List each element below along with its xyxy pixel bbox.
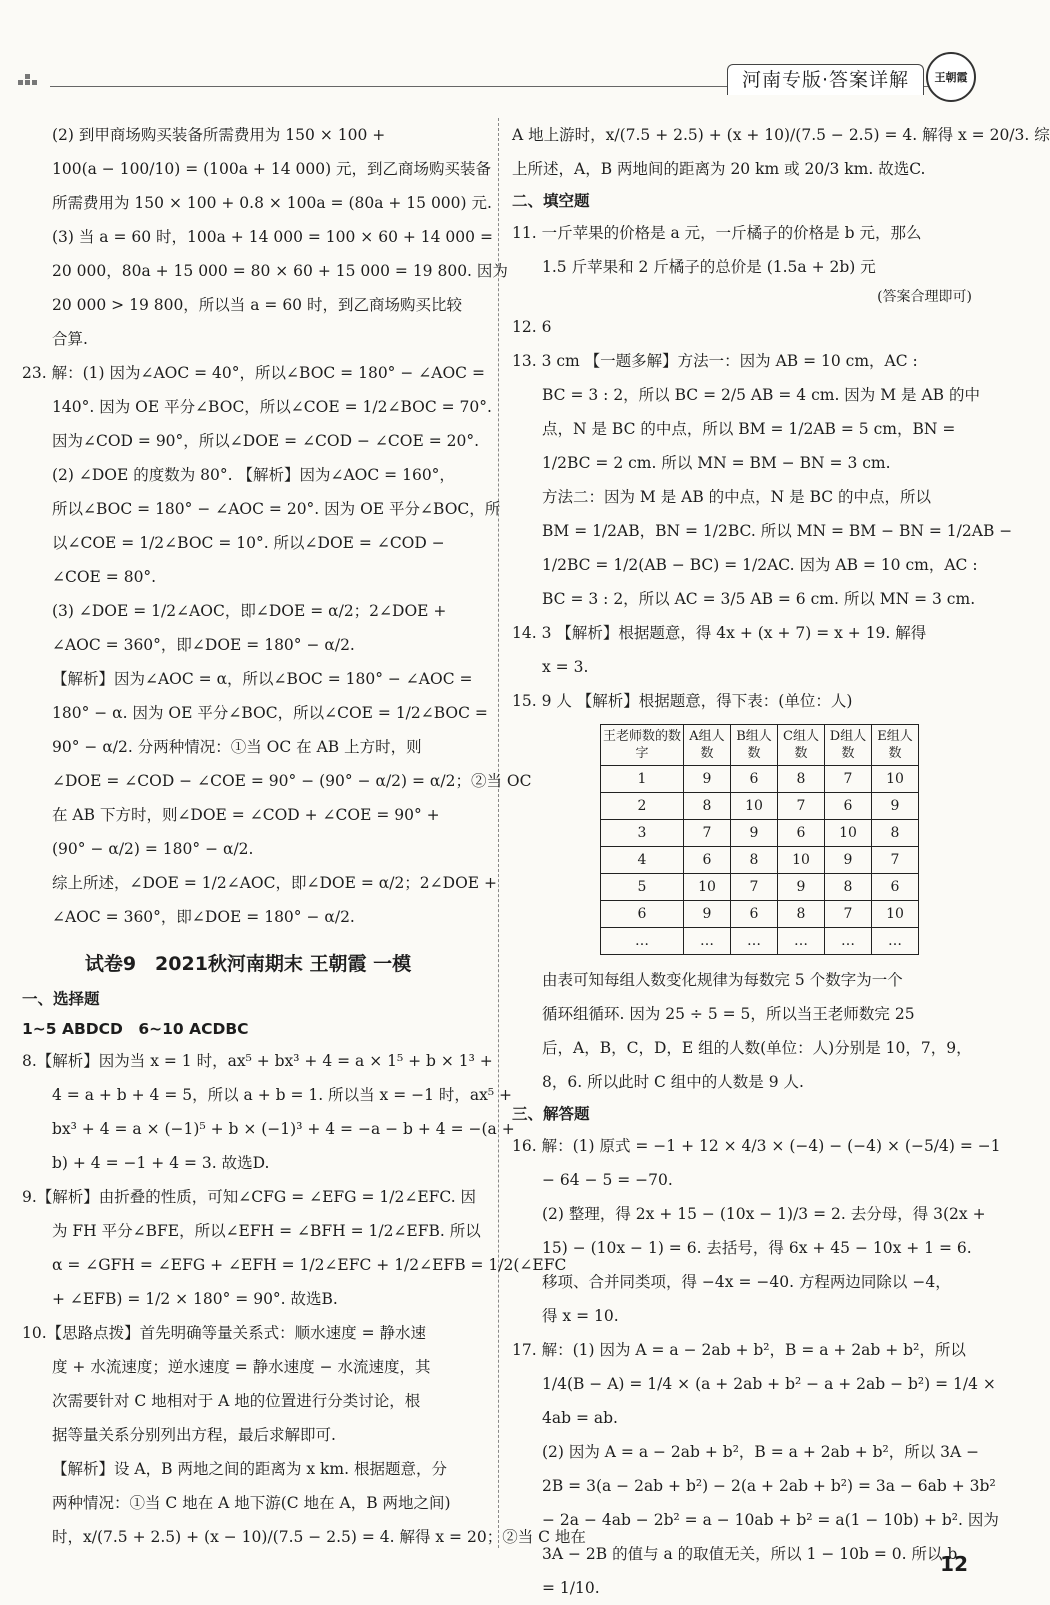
text-line: 100(a − 100/10) = (100a + 14 000) 元，到乙商场购买装备 [52, 160, 492, 178]
text-line: 后，A，B，C，D，E 组的人数(单位：人)分别是 10，7，9， [542, 1039, 972, 1057]
text-line: 方法二：因为 M 是 AB 的中点，N 是 BC 的中点，所以 [542, 488, 932, 506]
table-header: A组人数 [684, 725, 731, 766]
table-row [601, 928, 919, 955]
text-line: A 地上游时，x/(7.5 + 2.5) + (x + 10)/(7.5 − 2.5) = 4. 解得 x = 20/3. 综 [512, 126, 1050, 144]
text-line: (2) 到甲商场购买装备所需费用为 150 × 100 + [52, 126, 386, 144]
choice-answers: 1~5 ABDCD 6~10 ACDBC [22, 1020, 249, 1038]
header-decoration [18, 74, 48, 88]
table-row [601, 793, 919, 820]
text-line: 得 x = 10. [542, 1307, 619, 1325]
text-line: 1/2BC = 2 cm. 所以 MN = BM − BN = 3 cm. [542, 454, 891, 472]
text-line: 14. 3 【解析】根据题意，得 4x + (x + 7) = x + 19. 解得 [512, 624, 927, 642]
text-line: BC = 3 : 2，所以 BC = 2/5 AB = 4 cm. 因为 M 是 AB 的中 [542, 386, 980, 404]
text-line: 4 = a + b + 4 = 5，所以 a + b = 1. 所以当 x = −1 时，ax⁵ + [52, 1086, 512, 1104]
table-header: B组人数 [731, 725, 778, 766]
table-cell: 9 [778, 874, 825, 901]
table-cell: 8 [731, 847, 778, 874]
table-cell: 8 [825, 874, 872, 901]
table-row [601, 820, 919, 847]
text-line: 综上所述，∠DOE = 1/2∠AOC，即∠DOE = α/2；2∠DOE + [52, 874, 498, 892]
section-heading: 一、选择题 [22, 990, 100, 1008]
text-line: (3) ∠DOE = 1/2∠AOC，即∠DOE = α/2；2∠DOE + [52, 602, 447, 620]
table-cell: 9 [684, 901, 731, 928]
text-line: 两种情况：①当 C 地在 A 地下游(C 地在 A，B 两地之间) [52, 1494, 451, 1512]
table-cell: 2 [601, 793, 684, 820]
text-line: 20 000 > 19 800，所以当 a = 60 时，到乙商场购买比较 [52, 296, 462, 314]
text-line: 【解析】因为∠AOC = α，所以∠BOC = 180° − ∠AOC = [52, 670, 473, 688]
table-cell: 9 [825, 847, 872, 874]
text-line: 1/2BC = 1/2(AB − BC) = 1/2AC. 因为 AB = 10 cm，AC : [542, 556, 978, 574]
text-line: 为 FH 平分∠BFE，所以∠EFH = ∠BFH = 1/2∠EFB. 所以 [52, 1222, 481, 1240]
text-line: (2) 因为 A = a − 2ab + b²，B = a + 2ab + b²，所以 3A − [542, 1443, 980, 1461]
table-cell: … [601, 928, 684, 955]
text-line: 12. 6 [512, 318, 552, 336]
text-line: 【解析】设 A，B 两地之间的距离为 x km. 根据题意，分 [52, 1460, 447, 1478]
text-line: 8.【解析】因为当 x = 1 时，ax⁵ + bx³ + 4 = a × 1⁵ + b × 1³ + [22, 1052, 493, 1070]
column-divider [498, 118, 499, 1548]
table-cell: 10 [872, 766, 919, 793]
table-header: E组人数 [872, 725, 919, 766]
text-line: (2) 整理，得 2x + 15 − (10x − 1)/3 = 2. 去分母，得 3(2x + [542, 1205, 986, 1223]
table-cell: … [872, 928, 919, 955]
text-line: 1.5 斤苹果和 2 斤橘子的总价是 (1.5a + 2b) 元 [542, 258, 876, 276]
text-line: 13. 3 cm 【一题多解】方法一：因为 AB = 10 cm，AC : [512, 352, 918, 370]
table-cell: 9 [684, 766, 731, 793]
table-cell: 8 [778, 901, 825, 928]
text-line: 17. 解：(1) 因为 A = a − 2ab + b²，B = a + 2ab + b²，所以 [512, 1341, 966, 1359]
header-tab: 河南专版·答案详解 [727, 64, 924, 95]
text-line: 15) − (10x − 1) = 6. 去括号，得 6x + 45 − 10x + 1 = 6. [542, 1239, 972, 1257]
table-cell: 6 [684, 847, 731, 874]
text-line: 20 000，80a + 15 000 = 80 × 60 + 15 000 = 19 800. 因为 [52, 262, 508, 280]
counting-table [600, 724, 919, 955]
table-cell: 8 [684, 793, 731, 820]
text-line: 10.【思路点拨】首先明确等量关系式：顺水速度 = 静水速 [22, 1324, 426, 1342]
table-cell: 7 [731, 874, 778, 901]
text-line: BC = 3 : 2，所以 AC = 3/5 AB = 6 cm. 所以 MN = 3 cm. [542, 590, 976, 608]
text-line: b) + 4 = −1 + 4 = 3. 故选D. [52, 1154, 270, 1172]
table-cell: 6 [601, 901, 684, 928]
table-cell: 6 [731, 901, 778, 928]
text-line: 180° − α. 因为 OE 平分∠BOC，所以∠COE = 1/2∠BOC = [52, 704, 488, 722]
table-cell: 3 [601, 820, 684, 847]
right-column [512, 118, 1050, 1605]
text-line: (2) ∠DOE 的度数为 80°. 【解析】因为∠AOC = 160°， [52, 466, 455, 484]
table-row [601, 901, 919, 928]
table-header: 王老师数的数字 [601, 725, 684, 766]
table-cell: 5 [601, 874, 684, 901]
text-line: 8，6. 所以此时 C 组中的人数是 9 人. [542, 1073, 804, 1091]
table-cell: 6 [825, 793, 872, 820]
table-cell: 10 [778, 847, 825, 874]
text-line: ∠DOE = ∠COD − ∠COE = 90° − (90° − α/2) = α/2；②当 OC [52, 772, 532, 790]
text-line: 点，N 是 BC 的中点，所以 BM = 1/2AB = 5 cm，BN = [542, 420, 956, 438]
table-cell: … [684, 928, 731, 955]
text-line: 由表可知每组人数变化规律为每数完 5 个数字为一个 [542, 971, 903, 989]
table-cell: 9 [872, 793, 919, 820]
table-cell: … [731, 928, 778, 955]
section-heading: 三、解答题 [512, 1105, 590, 1123]
table-cell: 6 [872, 874, 919, 901]
text-line: 据等量关系分别列出方程，最后求解即可. [52, 1426, 336, 1444]
text-line: − 2a − 4ab − 2b² = a − 10ab + b² = a(1 − 10b) + b². 因为 [542, 1511, 999, 1529]
question-23: 23. 解：(1) 因为∠AOC = 40°，所以∠BOC = 180° − ∠AOC = [22, 364, 485, 382]
text-line: 9.【解析】由折叠的性质，可知∠CFG = ∠EFG = 1/2∠EFC. 因 [22, 1188, 477, 1206]
section-heading: 二、填空题 [512, 192, 590, 210]
table-header: C组人数 [778, 725, 825, 766]
text-line: bx³ + 4 = a × (−1)⁵ + b × (−1)³ + 4 = −a − b + 4 = −(a + [52, 1120, 515, 1138]
table-cell: 1 [601, 766, 684, 793]
text-line: 16. 解：(1) 原式 = −1 + 12 × 4/3 × (−4) − (−4) × (−5/4) = −1 [512, 1137, 1001, 1155]
table-cell: 10 [825, 820, 872, 847]
text-line: 在 AB 下方时，则∠DOE = ∠COD + ∠COE = 90° + [52, 806, 440, 824]
text-line: 上所述，A，B 两地间的距离为 20 km 或 20/3 km. 故选C. [512, 160, 926, 178]
text-line: 移项、合并同类项，得 −4x = −40. 方程两边同除以 −4， [542, 1273, 951, 1291]
text-line: (90° − α/2) = 180° − α/2. [52, 840, 254, 858]
text-line: 循环组循环. 因为 25 ÷ 5 = 5，所以当王老师数完 25 [542, 1005, 915, 1023]
table-cell: 4 [601, 847, 684, 874]
text-line: 3A − 2B 的值与 a 的取值无关，所以 1 − 10b = 0. 所以 b [542, 1545, 958, 1563]
text-line: 时，x/(7.5 + 2.5) + (x − 10)/(7.5 − 2.5) = 4. 解得 x = 20；②当 C 地在 [52, 1528, 586, 1546]
text-line: 所需费用为 150 × 100 + 0.8 × 100a = (80a + 15 000) 元. [52, 194, 492, 212]
text-line: x = 3. [542, 658, 589, 676]
text-line: (3) 当 a = 60 时，100a + 14 000 = 100 × 60 + 14 000 = [52, 228, 493, 246]
table-cell: 7 [684, 820, 731, 847]
text-line: 15. 9 人 【解析】根据题意，得下表：(单位：人) [512, 692, 853, 710]
text-line: 所以∠BOC = 180° − ∠AOC = 20°. 因为 OE 平分∠BOC，所 [52, 500, 501, 518]
exam-title: 试卷9 2021秋河南期末 王朝霞 一模 [84, 953, 412, 975]
note: (答案合理即可) [877, 289, 972, 305]
table-header-row [601, 725, 919, 766]
table-cell: … [778, 928, 825, 955]
table-row [601, 847, 919, 874]
text-line: 以∠COE = 1/2∠BOC = 10°. 所以∠DOE = ∠COD − [52, 534, 445, 552]
table-row [601, 874, 919, 901]
table-cell: 8 [872, 820, 919, 847]
text-line: = 1/10. [542, 1579, 600, 1597]
table-cell: 10 [684, 874, 731, 901]
table-cell: 7 [872, 847, 919, 874]
text-line: + ∠EFB) = 1/2 × 180° = 90°. 故选B. [52, 1290, 338, 1308]
text-line: 度 + 水流速度；逆水速度 = 静水速度 − 水流速度，其 [52, 1358, 431, 1376]
text-line: 11. 一斤苹果的价格是 a 元，一斤橘子的价格是 b 元，那么 [512, 224, 922, 242]
text-line: 次需要针对 C 地相对于 A 地的位置进行分类讨论，根 [52, 1392, 421, 1410]
page-number: 12 [940, 1552, 968, 1576]
text-line: ∠AOC = 360°，即∠DOE = 180° − α/2. [52, 908, 355, 926]
table-cell: 6 [778, 820, 825, 847]
text-line: 4ab = ab. [542, 1409, 618, 1427]
text-line: ∠COE = 80°. [52, 568, 157, 586]
table-row [601, 766, 919, 793]
table-cell: … [825, 928, 872, 955]
table-cell: 7 [778, 793, 825, 820]
table-body [601, 766, 919, 955]
text-line: 1/4(B − A) = 1/4 × (a + 2ab + b² − a + 2ab − b²) = 1/4 × [542, 1375, 996, 1393]
text-line: 140°. 因为 OE 平分∠BOC，所以∠COE = 1/2∠BOC = 70°. [52, 398, 492, 416]
brand-logo: 王朝霞 [926, 52, 976, 102]
text-line: 合算. [52, 330, 88, 348]
table-cell: 6 [731, 766, 778, 793]
text-line: α = ∠GFH = ∠EFG + ∠EFH = 1/2∠EFC + 1/2∠EFB = 1/2(∠EFC [52, 1256, 567, 1274]
text-line: 90° − α/2. 分两种情况：①当 OC 在 AB 上方时，则 [52, 738, 422, 756]
text-line: − 64 − 5 = −70. [542, 1171, 673, 1189]
text-line: BM = 1/2AB，BN = 1/2BC. 所以 MN = BM − BN = 1/2AB − [542, 522, 1013, 540]
text-line: 因为∠COD = 90°，所以∠DOE = ∠COD − ∠COE = 20°. [52, 432, 480, 450]
table-cell: 9 [731, 820, 778, 847]
table-cell: 7 [825, 766, 872, 793]
table-cell: 8 [778, 766, 825, 793]
text-line: 2B = 3(a − 2ab + b²) − 2(a + 2ab + b²) = 3a − 6ab + 3b² [542, 1477, 996, 1495]
table-cell: 10 [731, 793, 778, 820]
table-cell: 7 [825, 901, 872, 928]
text-line: ∠AOC = 360°，即∠DOE = 180° − α/2. [52, 636, 355, 654]
table-cell: 10 [872, 901, 919, 928]
table-header: D组人数 [825, 725, 872, 766]
